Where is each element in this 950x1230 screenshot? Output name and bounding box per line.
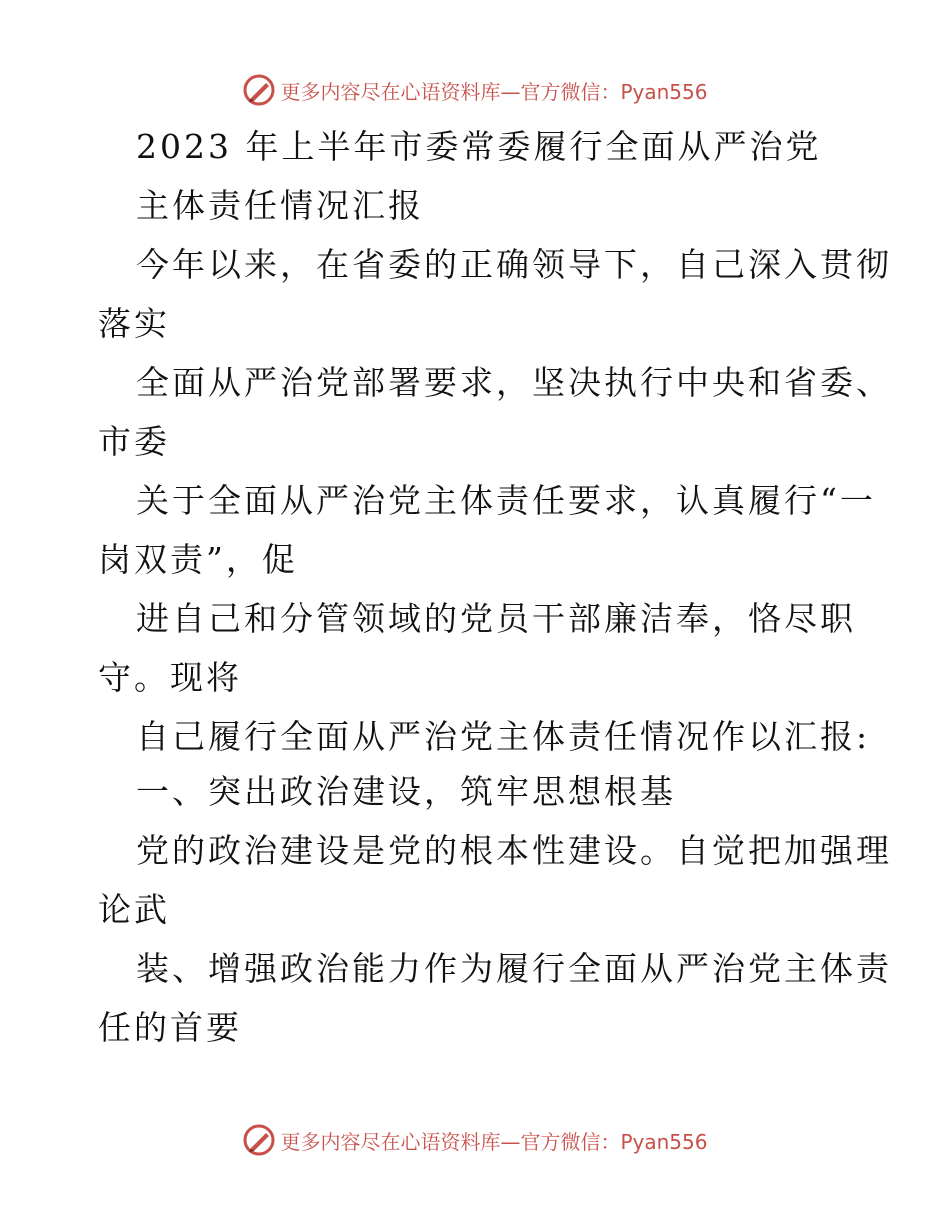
paragraph-line: 全面从严治党部署要求，坚决执行中央和省委、 xyxy=(136,363,892,402)
paragraph-line: 任的首要 xyxy=(98,1008,242,1047)
header-banner xyxy=(0,70,950,110)
paragraph-line: 守。现将 xyxy=(98,658,242,697)
document-title-line-2: 主体责任情况汇报 xyxy=(136,186,424,225)
document-title-line-1: 2023 年上半年市委常委履行全面从严治党 xyxy=(136,127,822,166)
paragraph-line: 岗双责”，促 xyxy=(98,540,298,579)
section-heading: 一、突出政治建设，筑牢思想根基 xyxy=(136,772,676,811)
paragraph-line: 关于全面从严治党主体责任要求，认真履行“一 xyxy=(136,481,876,520)
paragraph-line: 论武 xyxy=(98,890,170,929)
paragraph-line: 今年以来，在省委的正确领导下，自己深入贯彻 xyxy=(136,245,892,284)
paragraph-line: 自己履行全面从严治党主体责任情况作以汇报: xyxy=(136,717,871,756)
header-banner-text: 更多内容尽在心语资料库—官方微信：Pyan556 xyxy=(280,79,708,104)
pen-seal-icon xyxy=(242,1123,276,1157)
footer-banner xyxy=(0,1120,950,1160)
footer-banner-text: 更多内容尽在心语资料库—官方微信：Pyan556 xyxy=(280,1129,708,1154)
paragraph-line: 党的政治建设是党的根本性建设。自觉把加强理 xyxy=(136,831,892,870)
paragraph-line: 市委 xyxy=(98,422,170,461)
paragraph-line: 进自己和分管领域的党员干部廉洁奉，恪尽职 xyxy=(136,599,856,638)
pen-seal-icon xyxy=(242,73,276,107)
paragraph-line: 装、增强政治能力作为履行全面从严治党主体责 xyxy=(136,949,892,988)
paragraph-line: 落实 xyxy=(98,304,170,343)
